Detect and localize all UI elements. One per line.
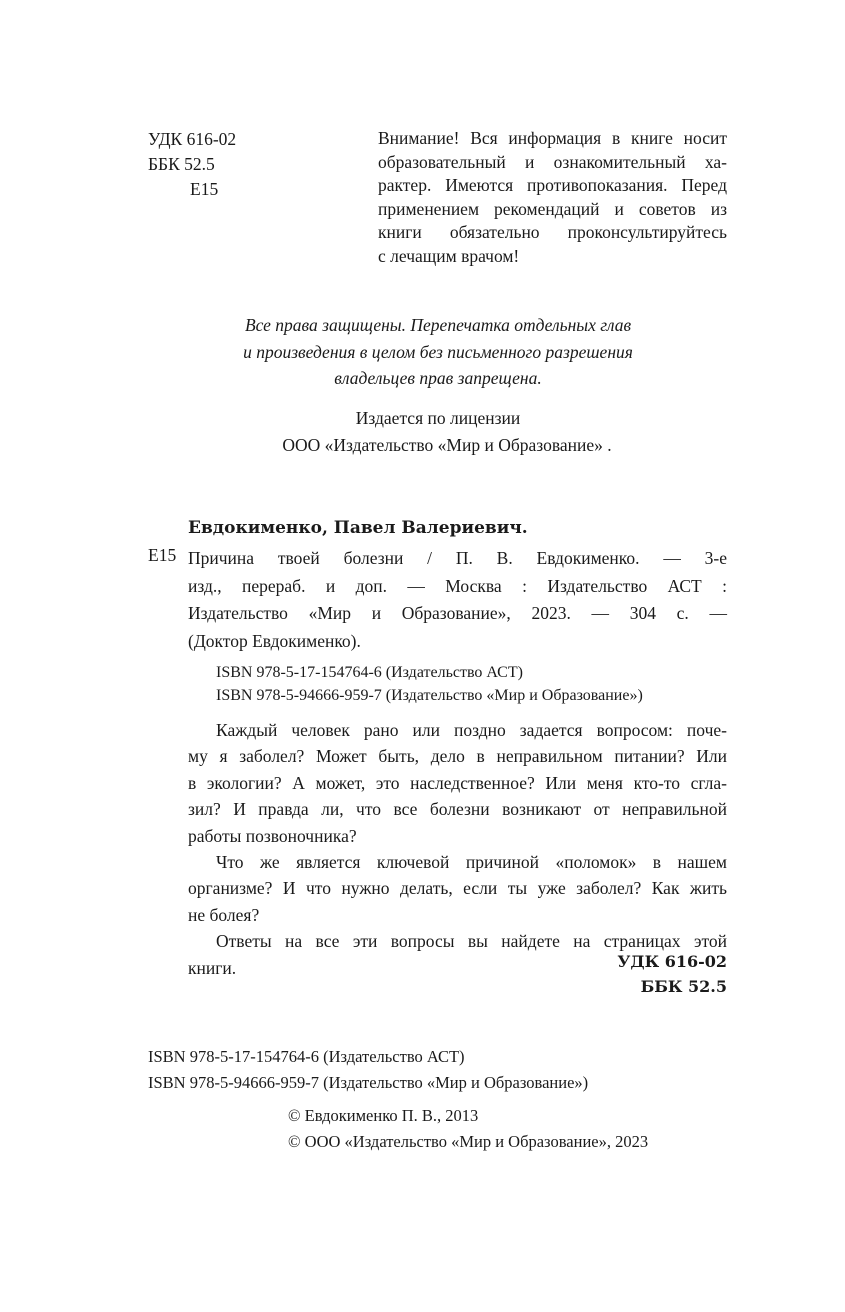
license-notice	[148, 405, 728, 458]
catalog-entry-line: Причина твоей болезни / П. В. Евдокименко. — 3-е	[188, 548, 727, 568]
annotation-line: в экологии? А может, это наследственное? Или меня кто-то сгла-	[188, 772, 727, 793]
catalog-isbn: ISBN 978-5-17-154764-6 (Издательство АСТ)	[216, 664, 523, 681]
notice-line: образовательный и ознакомительный ха-	[378, 151, 727, 172]
rights-line: владельцев прав запрещена.	[334, 368, 542, 388]
catalog-isbn: ISBN 978-5-94666-959-7 (Издательство «Мир и Образование»)	[216, 687, 643, 704]
copyright-line: © ООО «Издательство «Мир и Образование», 2023	[288, 1132, 649, 1151]
rights-line: Все права защищены. Перепечатка отдельных глав	[244, 315, 632, 335]
classification-block	[148, 127, 236, 202]
license-line: Издается по лицензии	[355, 408, 521, 428]
notice-line: применением рекомендаций и советов из	[378, 198, 727, 219]
annotation-line: книги.	[188, 957, 237, 978]
catalog-author: Евдокименко, Павел Валериевич.	[188, 518, 528, 538]
isbn-block	[148, 1044, 588, 1096]
catalog-author-mark: Е15	[148, 545, 177, 565]
annotation-line: Что же является ключевой причиной «поломок» в нашем	[216, 852, 727, 873]
catalog-udk: УДК 616-02	[617, 952, 727, 971]
annotation-line: работы позвоночника?	[188, 825, 357, 846]
udk-code: УДК 616-02	[148, 129, 237, 149]
annotation-line: организме? И что нужно делать, если ты уже заболел? Как жить	[188, 878, 727, 899]
catalog-codes	[560, 949, 727, 999]
isbn-line: ISBN 978-5-17-154764-6 (Издательство АСТ)	[148, 1047, 465, 1066]
rights-notice	[148, 312, 728, 392]
catalog-entry-line: изд., перераб. и доп. — Москва : Издательство АСТ :	[188, 575, 727, 596]
annotation-line: не болея?	[188, 904, 260, 925]
catalog-bibliographic-entry	[188, 545, 727, 655]
notice-line: рактер. Имеются противопоказания. Перед	[378, 175, 727, 195]
annotation-line: Каждый человек рано или поздно задается вопросом: поче-	[216, 720, 727, 740]
notice-line: с лечащим врачом!	[378, 245, 520, 266]
copyright-line: © Евдокименко П. В., 2013	[288, 1106, 479, 1125]
catalog-bbk: ББК 52.5	[640, 977, 727, 996]
bbk-code: ББК 52.5	[148, 154, 215, 174]
catalog-entry-line: (Доктор Евдокименко).	[188, 630, 361, 651]
copyright-block	[288, 1103, 648, 1155]
medical-notice	[378, 127, 727, 268]
annotation-line: му я заболел? Может быть, дело в неправильном питании? Или	[188, 746, 727, 767]
catalog-entry-line: Издательство «Мир и Образование», 2023. — 304 с. —	[188, 603, 727, 623]
isbn-line: ISBN 978-5-94666-959-7 (Издательство «Мир и Образование»)	[148, 1073, 589, 1092]
annotation-line: зил? И правда ли, что все болезни возникают от неправильной	[188, 799, 727, 820]
author-mark: Е15	[190, 179, 219, 199]
notice-line: книги обязательно проконсультируйтесь	[378, 222, 727, 242]
catalog-annotation	[188, 717, 727, 981]
catalog-isbn-list	[216, 661, 643, 707]
annotation-line: Ответы на все эти вопросы вы найдете на страницах этой	[216, 931, 727, 952]
rights-line: и произведения в целом без письменного разрешения	[243, 341, 633, 362]
notice-line: Внимание! Вся информация в книге носит	[378, 128, 727, 148]
license-line: ООО «Издательство «Мир и Образование» .	[282, 434, 612, 455]
